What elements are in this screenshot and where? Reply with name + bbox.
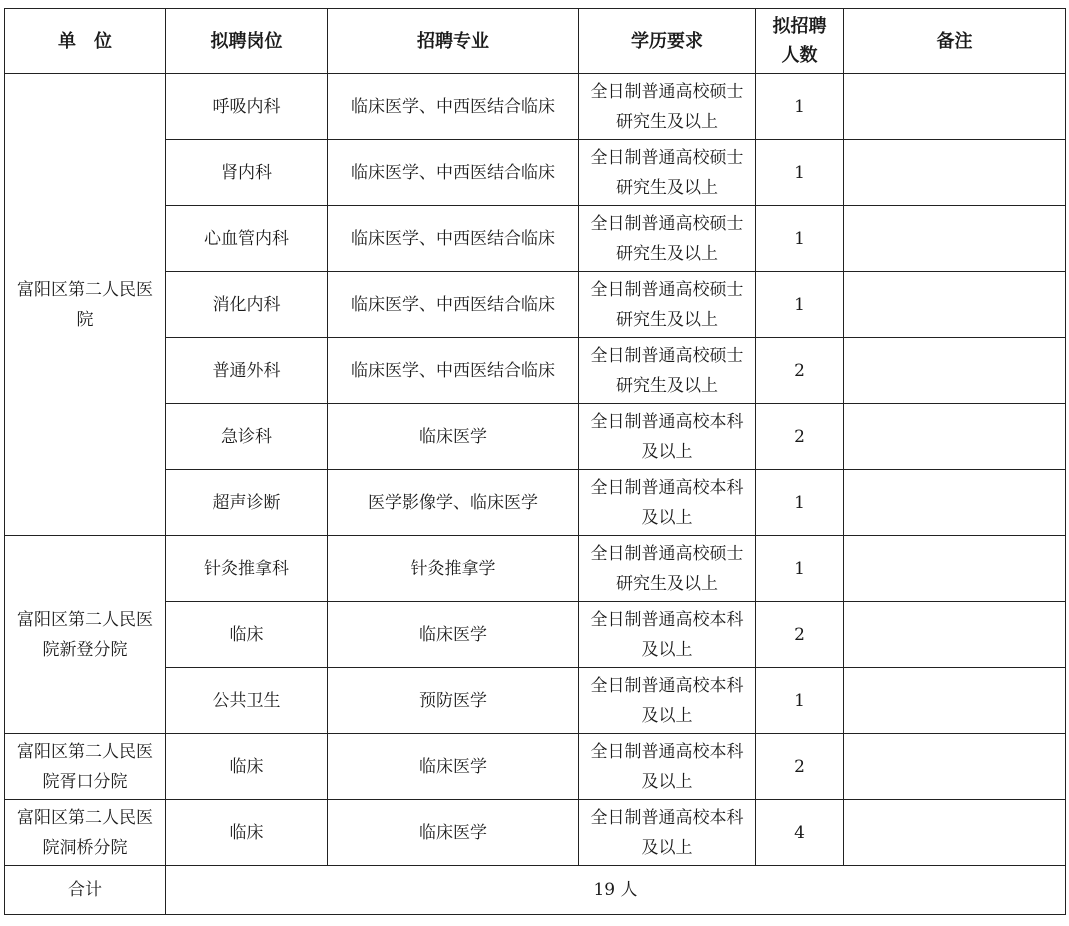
note-cell	[844, 734, 1066, 800]
position-cell: 临床	[166, 800, 328, 866]
total-row	[5, 866, 1066, 915]
major-cell: 临床医学、中西医结合临床	[328, 338, 579, 404]
education-cell: 全日制普通高校硕士研究生及以上	[579, 272, 756, 338]
count-cell: 1	[756, 74, 844, 140]
count-cell: 2	[756, 734, 844, 800]
recruitment-table	[4, 8, 1066, 915]
unit-cell: 富阳区第二人民医院新登分院	[5, 536, 166, 734]
header-count: 拟招聘人数	[756, 9, 844, 74]
header-unit: 单 位	[5, 9, 166, 74]
header-position: 拟聘岗位	[166, 9, 328, 74]
note-cell	[844, 140, 1066, 206]
table-header-row	[5, 9, 1066, 74]
note-cell	[844, 404, 1066, 470]
education-cell: 全日制普通高校本科及以上	[579, 734, 756, 800]
table-row	[5, 74, 1066, 140]
note-cell	[844, 602, 1066, 668]
position-cell: 普通外科	[166, 338, 328, 404]
count-cell: 1	[756, 536, 844, 602]
position-cell: 消化内科	[166, 272, 328, 338]
table-row	[5, 800, 1066, 866]
education-cell: 全日制普通高校硕士研究生及以上	[579, 140, 756, 206]
unit-cell: 富阳区第二人民医院	[5, 74, 166, 536]
count-cell: 2	[756, 404, 844, 470]
count-cell: 1	[756, 470, 844, 536]
education-cell: 全日制普通高校硕士研究生及以上	[579, 74, 756, 140]
table-row	[5, 734, 1066, 800]
note-cell	[844, 470, 1066, 536]
position-cell: 临床	[166, 734, 328, 800]
unit-cell: 富阳区第二人民医院洞桥分院	[5, 800, 166, 866]
note-cell	[844, 536, 1066, 602]
major-cell: 临床医学、中西医结合临床	[328, 272, 579, 338]
education-cell: 全日制普通高校硕士研究生及以上	[579, 206, 756, 272]
major-cell: 医学影像学、临床医学	[328, 470, 579, 536]
total-label: 合计	[5, 866, 166, 915]
note-cell	[844, 338, 1066, 404]
count-cell: 4	[756, 800, 844, 866]
total-value: 19 人	[166, 866, 1066, 915]
education-cell: 全日制普通高校硕士研究生及以上	[579, 536, 756, 602]
position-cell: 针灸推拿科	[166, 536, 328, 602]
education-cell: 全日制普通高校本科及以上	[579, 800, 756, 866]
major-cell: 临床医学	[328, 734, 579, 800]
major-cell: 预防医学	[328, 668, 579, 734]
education-cell: 全日制普通高校硕士研究生及以上	[579, 338, 756, 404]
education-cell: 全日制普通高校本科及以上	[579, 404, 756, 470]
note-cell	[844, 272, 1066, 338]
note-cell	[844, 668, 1066, 734]
note-cell	[844, 206, 1066, 272]
education-cell: 全日制普通高校本科及以上	[579, 470, 756, 536]
table-row	[5, 536, 1066, 602]
position-cell: 呼吸内科	[166, 74, 328, 140]
count-cell: 1	[756, 668, 844, 734]
header-education: 学历要求	[579, 9, 756, 74]
position-cell: 超声诊断	[166, 470, 328, 536]
count-cell: 2	[756, 338, 844, 404]
major-cell: 临床医学	[328, 602, 579, 668]
major-cell: 临床医学、中西医结合临床	[328, 74, 579, 140]
major-cell: 临床医学、中西医结合临床	[328, 206, 579, 272]
position-cell: 心血管内科	[166, 206, 328, 272]
position-cell: 肾内科	[166, 140, 328, 206]
header-note: 备注	[844, 9, 1066, 74]
count-cell: 1	[756, 206, 844, 272]
position-cell: 公共卫生	[166, 668, 328, 734]
unit-cell: 富阳区第二人民医院胥口分院	[5, 734, 166, 800]
major-cell: 针灸推拿学	[328, 536, 579, 602]
major-cell: 临床医学、中西医结合临床	[328, 140, 579, 206]
education-cell: 全日制普通高校本科及以上	[579, 668, 756, 734]
note-cell	[844, 74, 1066, 140]
table-body	[5, 74, 1066, 915]
major-cell: 临床医学	[328, 404, 579, 470]
note-cell	[844, 800, 1066, 866]
major-cell: 临床医学	[328, 800, 579, 866]
count-cell: 2	[756, 602, 844, 668]
education-cell: 全日制普通高校本科及以上	[579, 602, 756, 668]
position-cell: 临床	[166, 602, 328, 668]
count-cell: 1	[756, 140, 844, 206]
count-cell: 1	[756, 272, 844, 338]
position-cell: 急诊科	[166, 404, 328, 470]
header-major: 招聘专业	[328, 9, 579, 74]
